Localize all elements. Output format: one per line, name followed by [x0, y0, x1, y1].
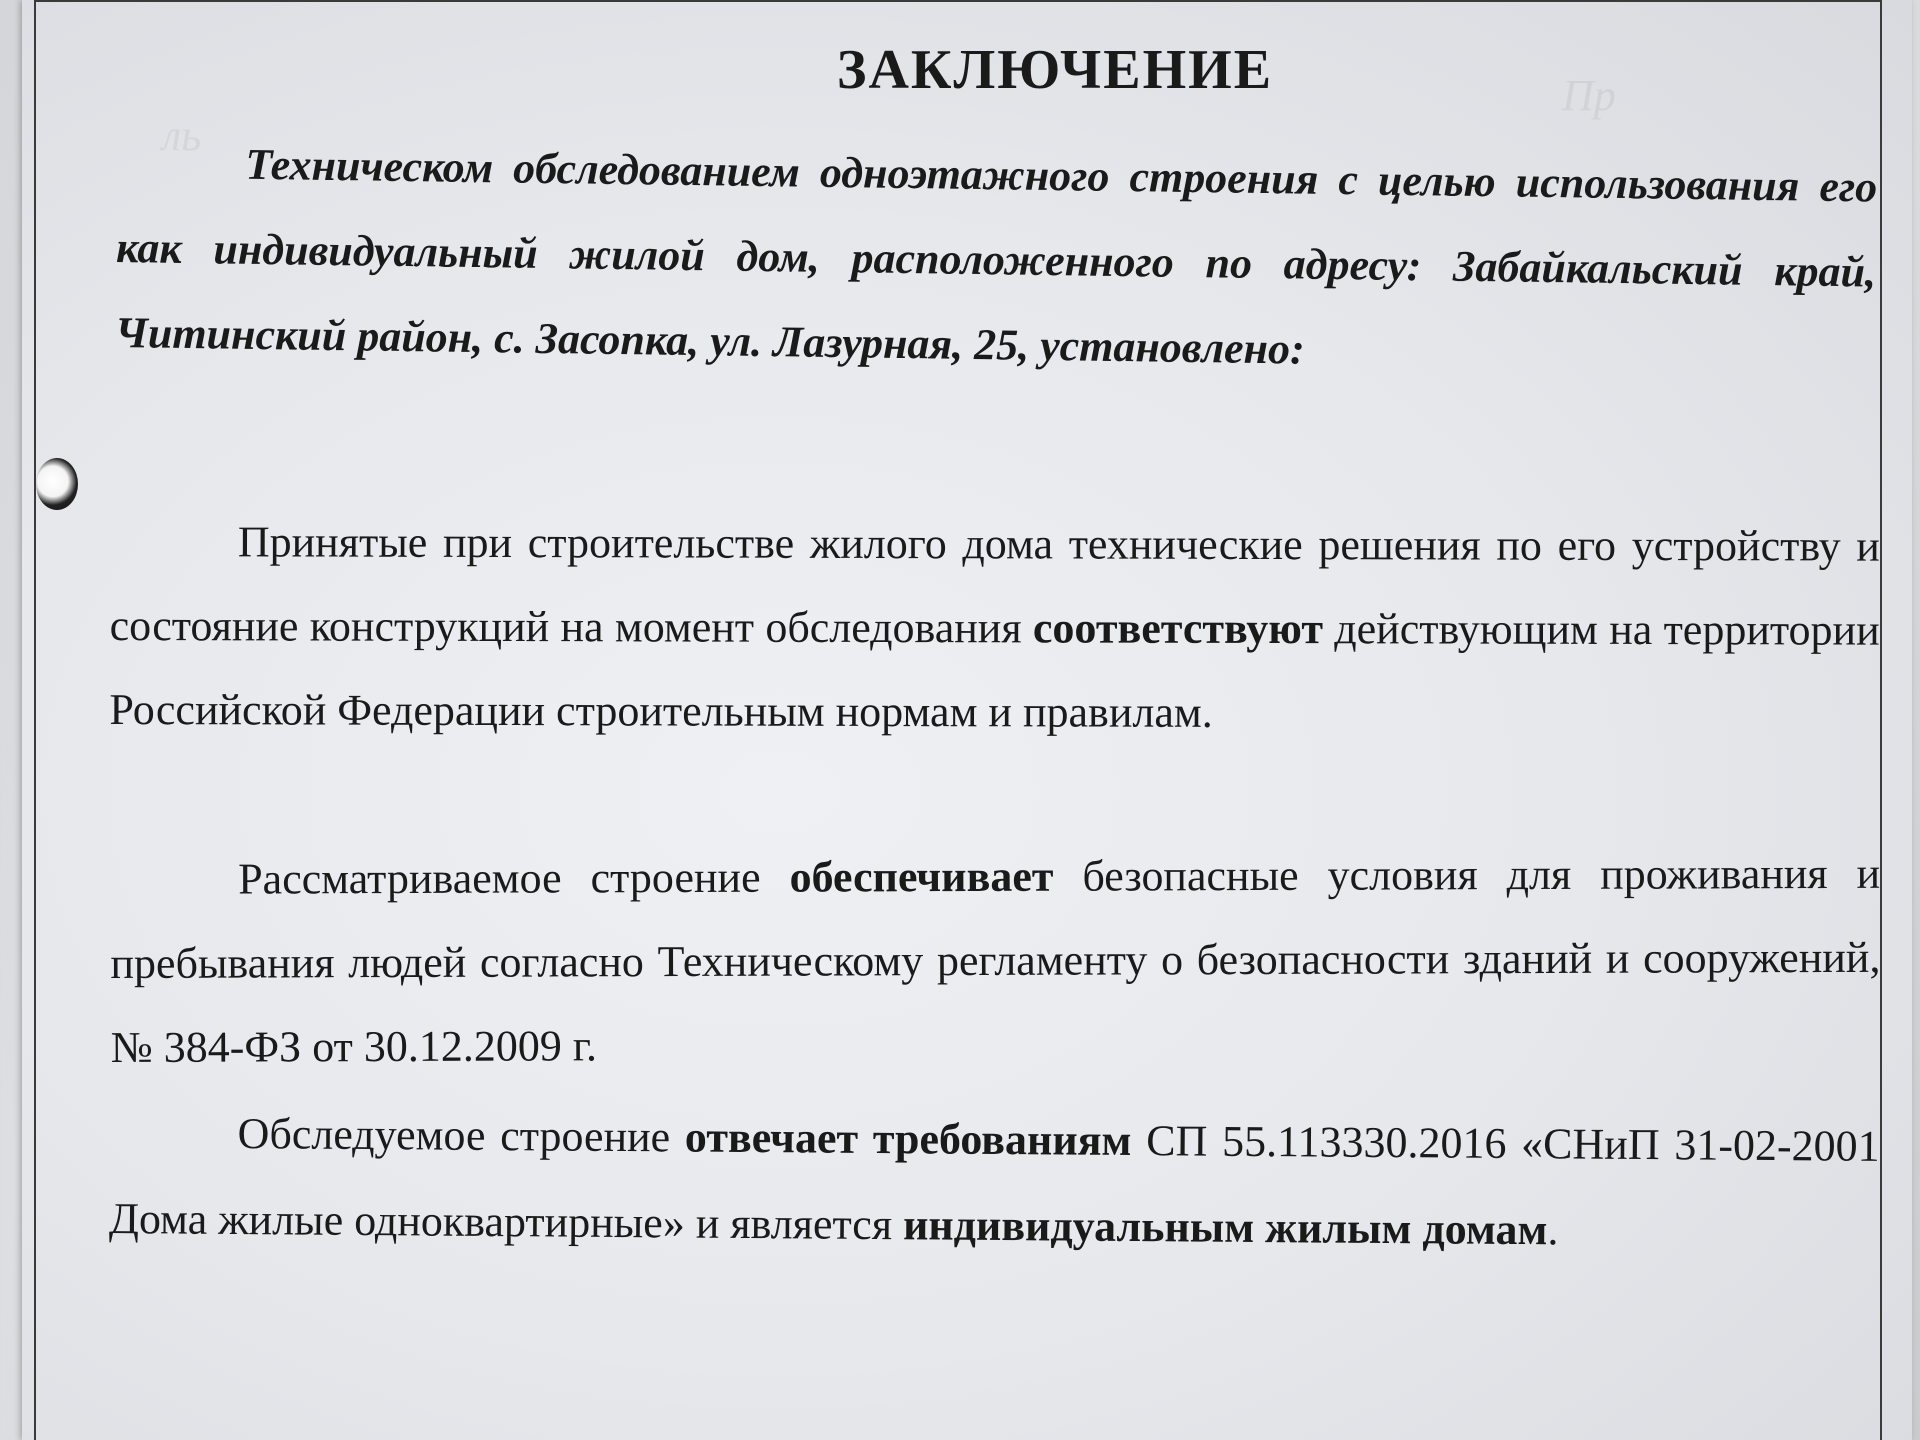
show-through-mark: ль — [162, 111, 202, 160]
paragraph-text: СП 55.113330.2016 «СНиП 31-02-2001 Дома жилые одноквартирные» и является — [108, 1116, 1880, 1250]
emphasis-text: соответствуют — [1032, 603, 1324, 654]
paragraph-text: Рассматриваемое строение — [238, 852, 790, 904]
paragraph-text: Принятые при строительстве жилого дома технические решения по его устройству и состояние конструкций на момент обследования — [109, 517, 1880, 653]
paragraph-requirements — [109, 1090, 1880, 1276]
emphasis-text: индивидуальным жилым домам — [902, 1200, 1548, 1255]
document-title: ЗАКЛЮЧЕНИЕ — [836, 39, 1274, 101]
intro-text: Техническом обследованием одноэтажного строения с целью использования его как индивидуальный жилой дом, расположенного по адресу: Забайкальский край, Читинский район, с. Засопка, ул. Лазурная, 25, установлено: — [114, 139, 1878, 374]
show-through-mark: Пр — [1562, 71, 1616, 120]
paragraph-compliance — [109, 500, 1880, 757]
paragraph-text: действующим на территории Российской Федерации строительным нормам и правилам. — [109, 604, 1880, 737]
intro-paragraph — [114, 120, 1877, 400]
paragraph-text: безопасные условия для проживания и пребывания людей согласно Техническому регламенту о безопасности зданий и сооружений, № 384-ФЗ от 30.12.2009 г. — [110, 848, 1881, 1072]
paragraph-text: Обследуемое строение — [237, 1109, 686, 1162]
emphasis-text: обеспечивает — [789, 851, 1054, 902]
binder-hole — [36, 458, 78, 510]
paragraph-text: . — [1547, 1205, 1559, 1255]
paragraph-safety — [110, 832, 1881, 1090]
emphasis-text: отвечает требованиям — [684, 1112, 1132, 1166]
